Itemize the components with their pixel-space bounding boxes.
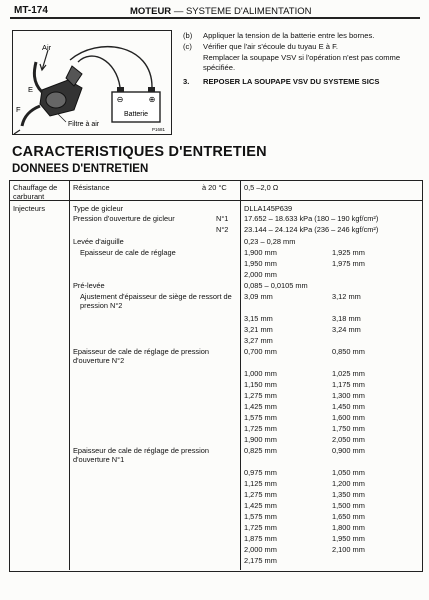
step-c-text: Vérifier que l'air s'écoule du tuyau E à F. bbox=[203, 42, 339, 51]
nozzle-type-label: Type de gicleur bbox=[73, 204, 124, 213]
no1-shim-value: 0,900 mm bbox=[332, 446, 365, 455]
row1-category: Chauffage de carburant bbox=[13, 183, 58, 201]
no2-shim-value: 1,175 mm bbox=[332, 380, 365, 389]
no2-shim-value: 1,000 mm bbox=[244, 369, 277, 378]
no2-shim-value: 1,425 mm bbox=[244, 402, 277, 411]
subsection-name: — SYSTEME D'ALIMENTATION bbox=[173, 6, 312, 17]
page-section-title bbox=[130, 6, 311, 17]
step-c-label: (c) bbox=[183, 42, 192, 51]
no1-shim-value: 1,950 mm bbox=[332, 534, 365, 543]
needle-lift-label: Levée d'aiguille bbox=[73, 237, 124, 246]
no1-shim-value: 1,125 mm bbox=[244, 479, 277, 488]
table-col-divider-1 bbox=[69, 181, 70, 570]
spring-seat-value: 3,21 mm bbox=[244, 325, 273, 334]
table-col-divider-2 bbox=[240, 181, 241, 570]
air-out-arrow bbox=[14, 130, 20, 134]
no1-shim-value: 1,800 mm bbox=[332, 523, 365, 532]
spring-seat-value: 3,27 mm bbox=[244, 336, 273, 345]
label-filter: Filtre à air bbox=[68, 121, 100, 128]
pressure-no2-label: N°2 bbox=[216, 225, 229, 234]
no1-shim-value: 1,275 mm bbox=[244, 490, 277, 499]
main-heading: CARACTERISTIQUES D'ENTRETIEN bbox=[12, 144, 267, 160]
step-c bbox=[183, 42, 423, 52]
row1-condition: à 20 °C bbox=[202, 183, 227, 192]
prelift-label: Pré-levée bbox=[73, 281, 105, 290]
no1-shim-value: 1,500 mm bbox=[332, 501, 365, 510]
no1-shim-value: 1,725 mm bbox=[244, 523, 277, 532]
label-f: F bbox=[16, 105, 21, 114]
wire-negative bbox=[78, 56, 120, 87]
shim-value: 1,950 mm bbox=[244, 259, 277, 268]
battery-label: Batterie bbox=[123, 111, 149, 118]
maintenance-spec-table bbox=[9, 180, 423, 572]
prelift-value: 0,085 – 0,0105 mm bbox=[244, 281, 308, 290]
no1-shim-value: 1,650 mm bbox=[332, 512, 365, 521]
no2-shim-value: 2,050 mm bbox=[332, 435, 365, 444]
no1-shim-value: 2,100 mm bbox=[332, 545, 365, 554]
pressure-no2-value: 23.144 – 24.124 kPa (236 – 246 kgf/cm²) bbox=[244, 225, 379, 234]
table-row-divider bbox=[10, 200, 422, 201]
section-name: MOTEUR bbox=[130, 6, 172, 17]
label-e: E bbox=[28, 85, 34, 94]
no2-shim-value: 0,700 mm bbox=[244, 347, 277, 356]
no1-shim-value: 2,175 mm bbox=[244, 556, 277, 565]
row1-item: Résistance bbox=[73, 183, 110, 192]
spring-seat-value: 3,18 mm bbox=[332, 314, 361, 323]
step-b-text: Appliquer la tension de la batterie entre les bornes. bbox=[203, 31, 375, 40]
header-rule bbox=[10, 17, 420, 19]
no1-shim-value: 1,350 mm bbox=[332, 490, 365, 499]
shim-value: 1,900 mm bbox=[244, 248, 277, 257]
no2-shim-value: 1,750 mm bbox=[332, 424, 365, 433]
step-3-text: REPOSER LA SOUPAPE VSV DU SYSTEME SICS bbox=[203, 77, 380, 86]
battery-terminal-positive bbox=[148, 87, 155, 92]
no2-shim-value: 1,300 mm bbox=[332, 391, 365, 400]
no1-shim-label: Epaisseur de cale de réglage de pression d'ouverture N°1 bbox=[73, 446, 209, 464]
spring-seat-value: 3,15 mm bbox=[244, 314, 273, 323]
pressure-no1-value: 17.652 – 18.633 kPa (180 – 190 kgf/cm²) bbox=[244, 214, 379, 223]
diagram-code: P1681 bbox=[152, 127, 166, 132]
shim-value: 1,975 mm bbox=[332, 259, 365, 268]
step-b bbox=[183, 31, 423, 41]
battery-terminal-negative bbox=[117, 87, 124, 92]
no1-shim-value: 1,050 mm bbox=[332, 468, 365, 477]
no2-shim-label: Epaisseur de cale de réglage de pression d'ouverture N°2 bbox=[73, 347, 209, 365]
no2-shim-value: 0,850 mm bbox=[332, 347, 365, 356]
no2-shim-value: 1,275 mm bbox=[244, 391, 277, 400]
opening-pressure-label: Pression d'ouverture de gicleur bbox=[73, 214, 175, 223]
no2-shim-value: 1,725 mm bbox=[244, 424, 277, 433]
no1-shim-value: 2,000 mm bbox=[244, 545, 277, 554]
nozzle-type-value: DLLA145P639 bbox=[244, 204, 293, 213]
pipe-f bbox=[22, 106, 40, 126]
no1-shim-value: 1,200 mm bbox=[332, 479, 365, 488]
no1-shim-value: 0,975 mm bbox=[244, 468, 277, 477]
battery-minus-label: ⊖ bbox=[116, 95, 124, 104]
vsv-solenoid bbox=[46, 92, 66, 108]
sub-heading: DONNEES D'ENTRETIEN bbox=[12, 163, 149, 175]
needle-lift-value: 0,23 – 0,28 mm bbox=[244, 237, 296, 246]
page-number: MT-174 bbox=[14, 5, 48, 16]
shim-value: 2,000 mm bbox=[244, 270, 277, 279]
spring-seat-label: Ajustement d'épaisseur de siège de ressort de pression N°2 bbox=[80, 292, 232, 310]
step-3 bbox=[183, 77, 423, 87]
vsv-test-diagram bbox=[12, 30, 172, 135]
shim-value: 1,925 mm bbox=[332, 248, 365, 257]
step-3-label: 3. bbox=[183, 77, 190, 86]
no1-shim-value: 1,425 mm bbox=[244, 501, 277, 510]
row2-category: Injecteurs bbox=[13, 204, 46, 213]
spring-seat-value: 3,12 mm bbox=[332, 292, 361, 301]
row1-value: 0,5 –2,0 Ω bbox=[244, 183, 279, 192]
spring-seat-value: 3,24 mm bbox=[332, 325, 361, 334]
no1-shim-value: 1,575 mm bbox=[244, 512, 277, 521]
no2-shim-value: 1,025 mm bbox=[332, 369, 365, 378]
no2-shim-value: 1,600 mm bbox=[332, 413, 365, 422]
label-air: Air bbox=[42, 43, 52, 52]
battery-plus-label: ⊕ bbox=[148, 95, 156, 104]
shim-label: Epaisseur de cale de réglage bbox=[80, 248, 176, 257]
spring-seat-value: 3,09 mm bbox=[244, 292, 273, 301]
step-c-note bbox=[183, 53, 423, 75]
step-c-note-text: Remplacer la soupape VSV si l'opération n'est pas comme spécifiée. bbox=[203, 53, 401, 72]
pressure-no1-label: N°1 bbox=[216, 214, 229, 223]
no1-shim-value: 1,875 mm bbox=[244, 534, 277, 543]
no2-shim-value: 1,575 mm bbox=[244, 413, 277, 422]
no1-shim-value: 0,825 mm bbox=[244, 446, 277, 455]
no2-shim-value: 1,450 mm bbox=[332, 402, 365, 411]
step-b-label: (b) bbox=[183, 31, 193, 40]
no2-shim-value: 1,900 mm bbox=[244, 435, 277, 444]
no2-shim-value: 1,150 mm bbox=[244, 380, 277, 389]
